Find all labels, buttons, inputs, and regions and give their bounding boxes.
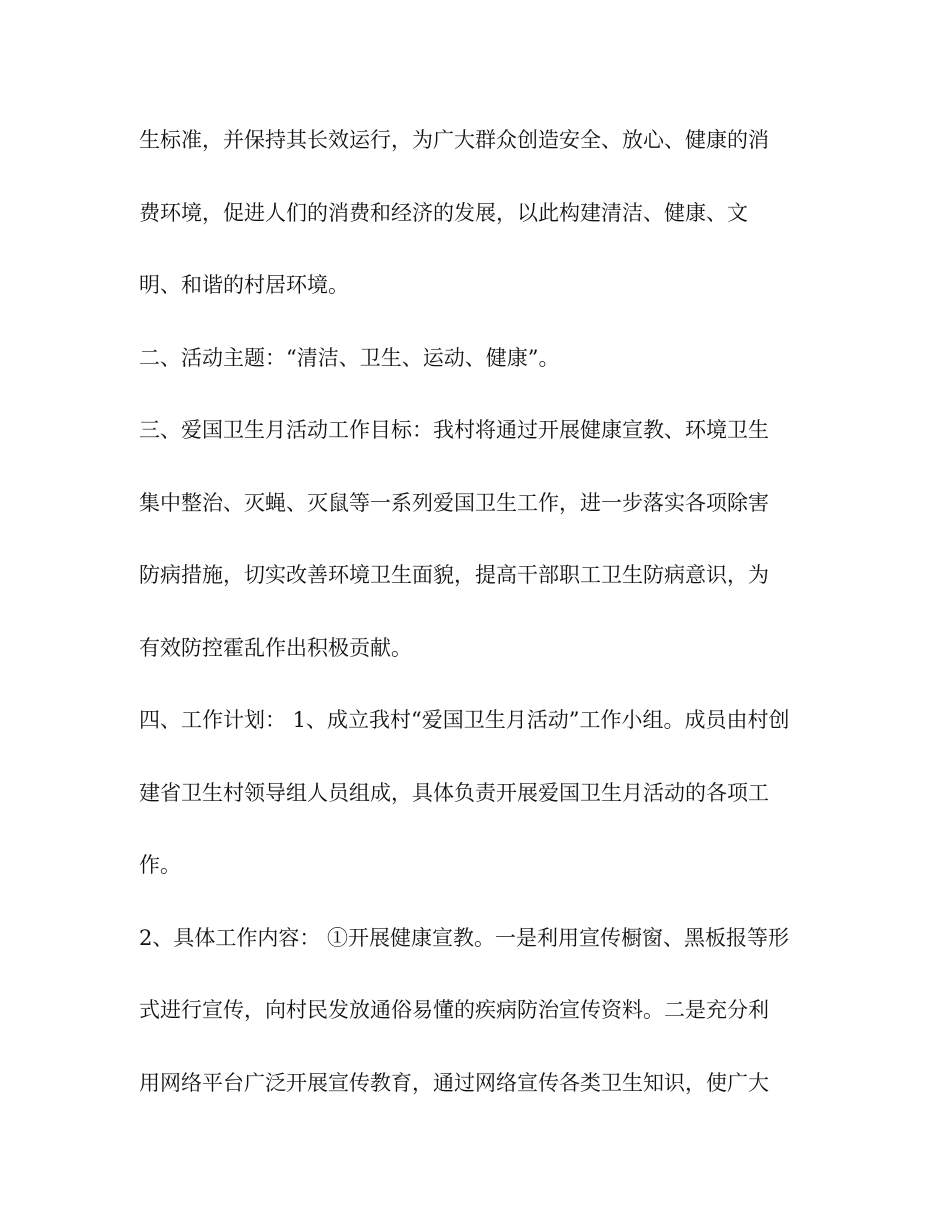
- section-heading-goals: 三、爱国卫生月活动工作目标：我村将通过开展健康宣教、环境卫生: [139, 418, 769, 442]
- text-line: 式进行宣传，向村民发放通俗易懂的疾病防治宣传资料。二是充分利: [139, 998, 769, 1022]
- section-heading-theme: 二、活动主题：“清洁、卫生、运动、健康”。: [139, 345, 560, 370]
- text-line: 用网络平台广泛开展宣传教育，通过网络宣传各类卫生知识，使广大: [139, 1070, 769, 1095]
- text-line: 有效防控霍乱作出积极贡献。: [139, 635, 412, 660]
- text-line: 防病措施，切实改善环境卫生面貌，提高干部职工卫生防病意识，为: [139, 563, 769, 587]
- text-line: 作。: [139, 853, 181, 877]
- text-line: 明、和谐的村居环境。: [139, 273, 349, 297]
- document-body: [139, 120, 819, 1135]
- section-heading-content: 2、具体工作内容： ①开展健康宣教。一是利用宣传橱窗、黑板报等形: [139, 925, 790, 950]
- text-line: 费环境，促进人们的消费和经济的发展，以此构建清洁、健康、文: [139, 200, 748, 225]
- text-line: 建省卫生村领导组人员组成，具体负责开展爱国卫生月活动的各项工: [139, 780, 769, 805]
- text-line: 生标准，并保持其长效运行，为广大群众创造安全、放心、健康的消: [139, 128, 769, 152]
- text-line: 集中整治、灭蝇、灭鼠等一系列爱国卫生工作，进一步落实各项除害: [139, 490, 769, 515]
- section-heading-plan: 四、工作计划： 1、成立我村“爱国卫生月活动”工作小组。成员由村创: [139, 708, 790, 732]
